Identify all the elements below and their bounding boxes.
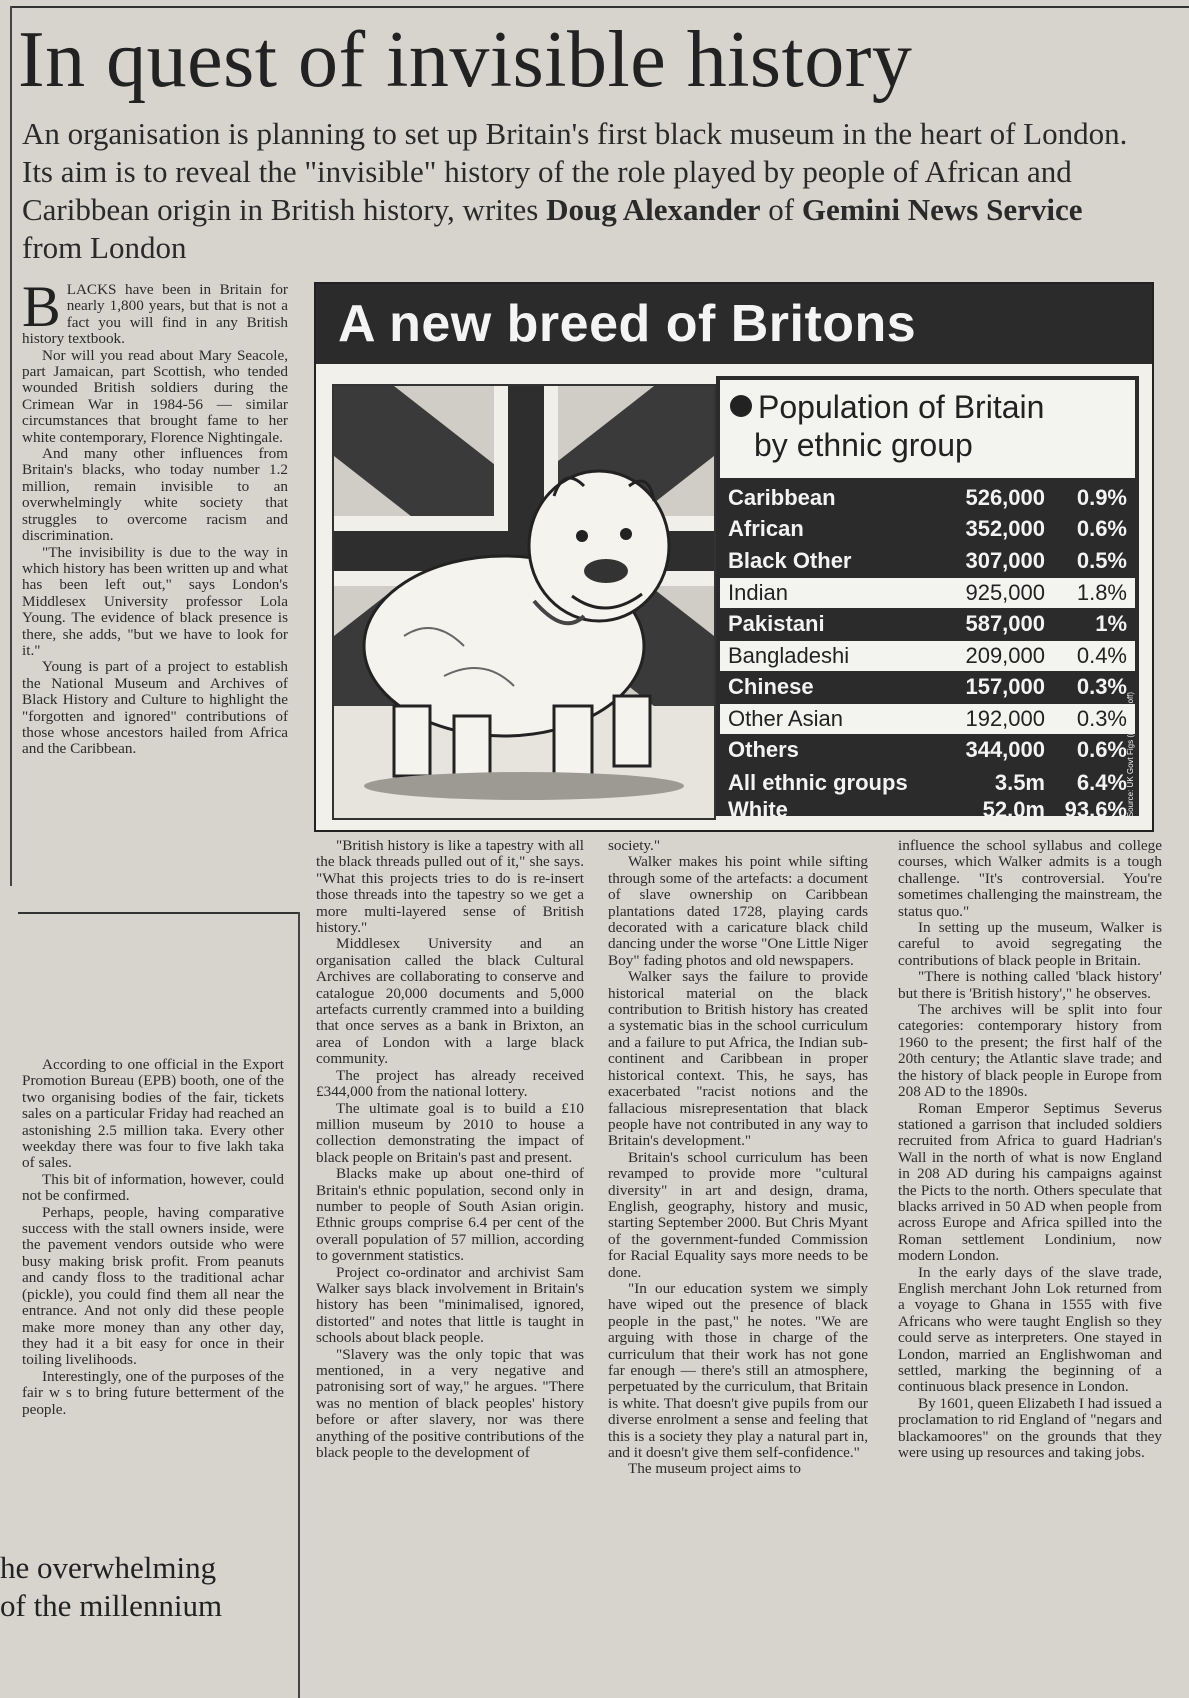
paragraph: In setting up the museum, Walker is careful to avoid segregating the contributions of black people in Britain. xyxy=(898,919,1162,969)
group-percent: 1% xyxy=(1095,610,1127,636)
population-row xyxy=(720,514,1135,546)
paragraph: "The invisibility is due to the way in which history has been written up and what has been left out," says London's Middlesex University professor Lola Young. The evidence of black presence is there, she adds, "but we have to look for it." xyxy=(22,543,288,659)
group-name: African xyxy=(728,516,804,542)
deck-text-after: from London xyxy=(22,230,187,265)
group-name: Others xyxy=(728,736,799,762)
group-percent: 0.9% xyxy=(1076,484,1127,510)
paragraph-text: LACKS have been in Britain for nearly 1,800 years, but that is not a fact you will find in any British history textbook. xyxy=(22,281,288,348)
population-row xyxy=(720,577,1135,609)
paragraph: Perhaps, people, having comparative success with the stall owners inside, were the pavement vendors outside who were busy making brisk profit. From peanuts and candy floss to the traditional achar (pickle), you could find them all near the entrance. And not only did these people make more money than any other day, they had it a bit easy for once in their toiling livelihoods. xyxy=(22,1203,284,1369)
total-row xyxy=(720,768,1135,795)
population-row xyxy=(720,671,1135,703)
population-row xyxy=(720,734,1135,766)
bullet-icon xyxy=(730,395,752,417)
total-population: 3.5m xyxy=(994,769,1045,795)
population-row xyxy=(720,482,1135,514)
group-population: 352,000 xyxy=(965,516,1045,542)
deck-author: Doug Alexander xyxy=(546,192,761,227)
paragraph: influence the school syllabus and college courses, which Walker admits is a tough challenge. "It's controversial. You're sometimes challenging the mainstream, the status quo." xyxy=(898,837,1162,920)
population-row xyxy=(720,608,1135,640)
total-row xyxy=(720,795,1135,822)
population-table-title xyxy=(720,380,1135,478)
bulldog-union-jack-illustration xyxy=(332,384,716,820)
headline: In quest of invisible history xyxy=(18,16,913,104)
article-column-2 xyxy=(316,838,584,1461)
group-percent: 0.3% xyxy=(1076,705,1127,731)
left-rule xyxy=(10,6,12,886)
paragraph: According to one official in the Export Promotion Bureau (EPB) booth, one of the two organising bodies of the fair, tickets sales on a particular Friday had reached an astonishing 2.5 million taka. Every other weekday there was four to five lakh taka of sales. xyxy=(22,1056,284,1172)
paragraph: Walker makes his point while sifting through some of the artefacts: a document of slave ownership on Caribbean plantations dated 1728, playing cards decorated with a caricature black child dancing under the worse "One Little Niger Boy" fading photos and old newspapers. xyxy=(608,853,868,969)
pull-quote xyxy=(0,1549,300,1625)
paragraph: Roman Emperor Septimus Severus stationed a garrison that included soldiers recruited from Africa to guard Hadrian's Wall in the north of what is now England in 208 AD during his campaigns against the Picts to the north. Others speculate that blacks arrived in 50 AD when people from across Europe and Africa spilled into the Roman settlement Londinium, now modern London. xyxy=(898,1099,1162,1265)
bulldog-illustration-svg xyxy=(334,386,714,818)
paragraph: Nor will you read about Mary Seacole, part Jamaican, part Scottish, who tended wounded British soldiers during the Crimean War in 1984-56 — similar circumstances that brought fame to her white contemporary, Florence Nightingale. xyxy=(22,346,288,446)
infographic-title: A new breed of Britons xyxy=(316,284,1152,364)
paragraph: And many other influences from Britain's blacks, who today number 1.2 million, remain invisible to an overwhelmingly white society that struggles to overcome racism and discrimination. xyxy=(22,445,288,545)
group-name: Bangladeshi xyxy=(728,642,850,668)
population-row xyxy=(720,640,1135,672)
panel-title-line1: Population of Britain xyxy=(758,389,1045,425)
pull-quote-line: he overwhelming xyxy=(0,1550,217,1585)
group-population: 157,000 xyxy=(965,673,1045,699)
paragraph: Young is part of a project to establish the National Museum and Archives of Black History and Culture to highlight the "forgotten and ignored" contributions of those whose ancestors hailed from Africa and the Caribbean. xyxy=(22,658,288,758)
drop-cap: B xyxy=(22,274,61,339)
group-population: 344,000 xyxy=(965,736,1045,762)
paragraph: The ultimate goal is to build a £10 million museum by 2010 to house a collection demonstrating the impact of black people on Britain's past and present. xyxy=(316,1099,584,1166)
deck-text-before: An organisation is planning to set up Britain's first black museum in the heart of London. Its aim is to reveal the "invisible" history of the role played by people of African and Caribbean origin in British history, writes xyxy=(22,116,1128,227)
population-totals xyxy=(720,768,1135,822)
group-population: 587,000 xyxy=(965,610,1045,636)
group-percent: 1.8% xyxy=(1076,579,1127,605)
paragraph: Interestingly, one of the purposes of the fair w s to bring future betterment of the people. xyxy=(22,1367,284,1418)
pull-quote-line: of the millennium xyxy=(0,1588,223,1623)
total-name: All ethnic groups xyxy=(728,769,908,795)
group-name: Indian xyxy=(728,579,788,605)
paragraph: "Slavery was the only topic that was mentioned, in a very negative and patronising sort of way," he argues. "There was no mention of black peoples' history before or after slavery, nor was there anything of the positive contributions of the black people to the development of xyxy=(316,1345,584,1462)
panel-title-line2: by ethnic group xyxy=(754,427,973,463)
total-population: 52.0m xyxy=(982,796,1045,822)
group-percent: 0.6% xyxy=(1076,516,1127,542)
section-divider xyxy=(18,912,300,914)
article-column-4 xyxy=(898,838,1162,1461)
total-name: White xyxy=(728,796,788,822)
paragraph: By 1601, queen Elizabeth I had issued a proclamation to rid England of "negars and blackamoores" on the grounds that they were using up resources and taking jobs. xyxy=(898,1394,1162,1462)
paragraph: Blacks make up about one-third of Britain's ethnic population, second only in number to people of South Asian origin. Ethnic groups comprise 6.4 per cent of the overall population of 57 million, according to government statistics. xyxy=(316,1165,584,1265)
paragraph: The museum project aims to xyxy=(628,1460,801,1478)
group-name: Black Other xyxy=(728,547,852,573)
deck-text-mid: of xyxy=(760,192,802,227)
top-rule xyxy=(10,6,1189,8)
paragraph: The project has already received £344,000 from the national lottery. xyxy=(316,1066,584,1101)
other-article-column xyxy=(22,1057,284,1418)
total-percent: 93.6% xyxy=(1064,796,1127,822)
paragraph: "There is nothing called 'black history' but there is 'British history'," he observes. xyxy=(898,968,1162,1002)
paragraph: This bit of information, however, could not be confirmed. xyxy=(22,1170,284,1205)
group-percent: 0.6% xyxy=(1076,736,1127,762)
paragraph: Britain's school curriculum has been revamped to provide more "cultural diversity" in art and design, drama, English, geography, history and music, starting September 2000. But Chris Myant of the government-funded Commission for Racial Equality says more needs to be done. xyxy=(608,1148,868,1281)
group-percent: 0.4% xyxy=(1076,642,1127,668)
group-name: Pakistani xyxy=(728,610,825,636)
group-population: 526,000 xyxy=(965,484,1045,510)
total-percent: 6.4% xyxy=(1076,769,1127,795)
paragraph: Project co-ordinator and archivist Sam Walker says black involvement in Britain's history has been "minimalised, ignored, distorted" and notes that little is taught in schools about black people. xyxy=(316,1263,584,1347)
group-name: Chinese xyxy=(728,673,814,699)
paragraph xyxy=(22,274,288,348)
group-name: Caribbean xyxy=(728,484,836,510)
deck xyxy=(22,115,1132,267)
source-credit: Source: UK Govt Figs (rounded off) xyxy=(1126,692,1135,818)
paragraph: In the early days of the slave trade, English merchant John Lok returned from a voyage to Ghana in 1555 with five Africans who were taught English so they could serve as interpreters. One stayed in London, married an Englishwoman and settled, marking the beginning of a continuous black presence in London. xyxy=(898,1263,1162,1396)
population-row xyxy=(720,545,1135,577)
paragraph: "British history is like a tapestry with all the black threads pulled out of it," she says. "What this projects tries to do is re-insert those threads into the tapestry so we get a more multi-layered sense of British history." xyxy=(316,837,584,937)
infographic xyxy=(314,282,1154,832)
group-population: 192,000 xyxy=(965,705,1045,731)
paragraph: Middlesex University and an organisation called the black Cultural Archives are collaborating to conserve and catalogue 20,000 documents and 5,000 artefacts currently crammed into a building that once serves as a bank in Brixton, an area of London with a large black community. xyxy=(316,935,584,1068)
group-population: 307,000 xyxy=(965,547,1045,573)
population-table-panel xyxy=(716,376,1139,822)
population-rows xyxy=(720,482,1135,766)
article-column-3 xyxy=(608,838,868,1478)
deck-agency: Gemini News Service xyxy=(801,192,1083,227)
group-population: 925,000 xyxy=(965,579,1045,605)
population-row xyxy=(720,703,1135,735)
article-column-1 xyxy=(22,274,288,758)
group-population: 209,000 xyxy=(965,642,1045,668)
paragraph: society." xyxy=(608,837,661,854)
group-percent: 0.3% xyxy=(1076,673,1127,699)
group-percent: 0.5% xyxy=(1076,547,1127,573)
paragraph: Walker says the failure to provide historical material on the black contribution to British history has created a systematic bias in the school curriculum and a failure to put Africa, the Indian sub-continent and Caribbean in proper historical context. This, he says, has exacerbated "racist notions and the fallacious misrepresentation that black people have not contributed in any way to Britain's development." xyxy=(608,968,868,1150)
paragraph: The archives will be split into four categories: contemporary history from 1960 to the present; the first half of the 20th century; the Atlantic slave trade; and the history of black people in Europe from 208 AD to the 1890s. xyxy=(898,1001,1162,1101)
group-name: Other Asian xyxy=(728,705,843,731)
paragraph: "In our education system we simply have wiped out the presence of black people in the past," he notes. "We are arguing with those in charge of the curriculum that their work has not gone far enough — there's still an atmosphere, perpetuated by the curriculum, that Britain is white. That doesn't give pupils from our diverse enrolment a sense and feeling that this is a society they play a natural part in, and it doesn't give them self-confidence." xyxy=(608,1279,868,1462)
